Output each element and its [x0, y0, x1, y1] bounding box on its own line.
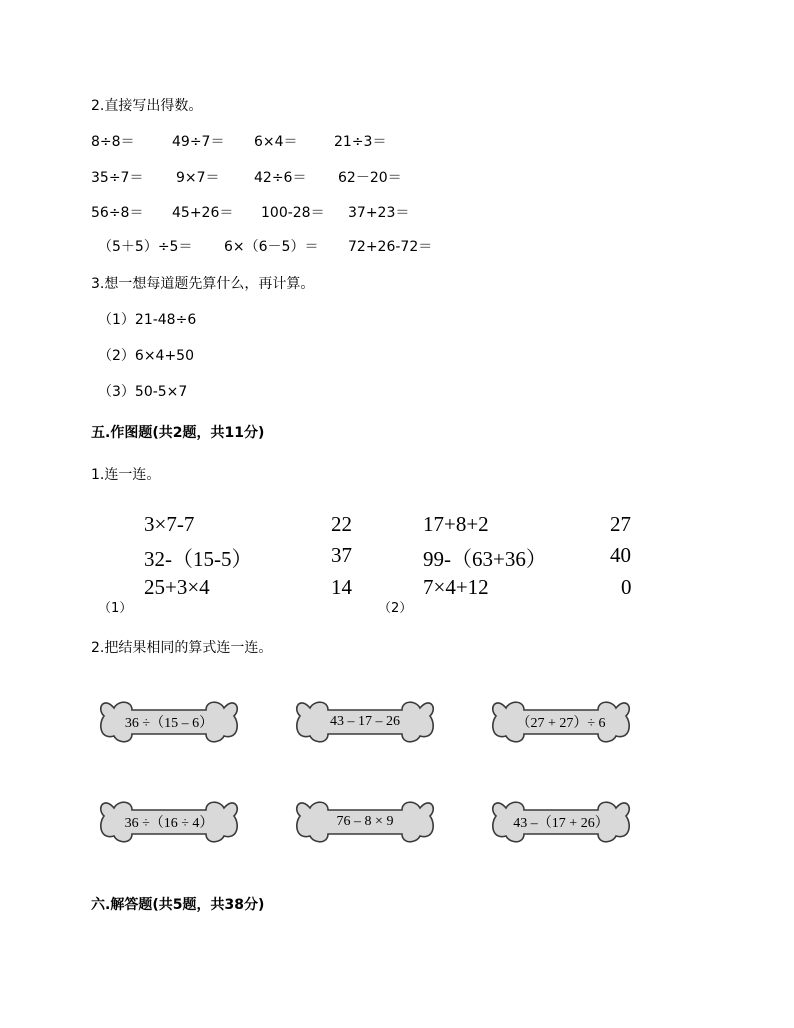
q3-item: （2）6×4+50 — [98, 348, 194, 364]
calc-item: 37+23＝ — [348, 205, 410, 221]
bone-card[interactable] — [98, 794, 240, 850]
bone-card[interactable] — [490, 694, 632, 750]
calc-item: 6×4＝ — [254, 134, 298, 150]
calc-item: （5＋5）÷5＝ — [98, 239, 193, 255]
match-answer: 37 — [331, 543, 352, 567]
calc-item: 72+26-72＝ — [348, 239, 433, 255]
match-answer: 40 — [610, 543, 631, 567]
calc-item: 62－20＝ — [338, 170, 402, 186]
bone-expression: 43 – 17 – 26 — [330, 714, 400, 729]
calc-item: 45+26＝ — [172, 205, 234, 221]
section6-heading: 六.解答题(共5题，共38分) — [91, 897, 265, 913]
bone-expression: 43 –（17 + 26） — [513, 816, 609, 831]
match-answer: 22 — [331, 512, 352, 536]
match-expr: 7×4+12 — [423, 575, 489, 599]
calc-item: 21÷3＝ — [334, 134, 387, 150]
bone-expression: （27 + 27）÷ 6 — [516, 716, 606, 731]
calc-item: 35÷7＝ — [91, 170, 144, 186]
section5-heading: 五.作图题(共2题，共11分) — [91, 425, 265, 441]
calc-item: 6×（6－5）＝ — [224, 239, 319, 255]
bone-card[interactable] — [490, 794, 632, 850]
s5-q2-title: 2.把结果相同的算式连一连。 — [91, 640, 273, 656]
bone-card[interactable] — [294, 794, 436, 850]
part-label: （1） — [98, 601, 133, 616]
q2-title: 2.直接写出得数。 — [91, 98, 203, 114]
s5-q1-title: 1.连一连。 — [91, 467, 161, 483]
match-expr: 3×7-7 — [144, 512, 195, 536]
calc-item: 56÷8＝ — [91, 205, 144, 221]
match-answer: 27 — [610, 512, 631, 536]
part-label: （2） — [378, 601, 413, 616]
calc-item: 9×7＝ — [176, 170, 220, 186]
q3-item: （3）50-5×7 — [98, 384, 188, 400]
q3-item: （1）21-48÷6 — [98, 312, 197, 328]
calc-item: 49÷7＝ — [172, 134, 225, 150]
match-expr: 99-（63+36） — [423, 547, 547, 571]
match-answer: 14 — [331, 575, 352, 599]
calc-item: 8÷8＝ — [91, 134, 135, 150]
match-answer: 0 — [621, 575, 632, 599]
bone-expression: 36 ÷（16 ÷ 4） — [124, 816, 214, 831]
match-expr: 32-（15-5） — [144, 547, 253, 571]
match-expr: 25+3×4 — [144, 575, 210, 599]
bone-card[interactable] — [294, 694, 436, 750]
bone-card[interactable] — [98, 694, 240, 750]
q3-title: 3.想一想每道题先算什么，再计算。 — [91, 276, 315, 292]
bone-expression: 36 ÷（15 – 6） — [124, 716, 214, 731]
match-expr: 17+8+2 — [423, 512, 489, 536]
calc-item: 42÷6＝ — [254, 170, 307, 186]
calc-item: 100-28＝ — [261, 205, 325, 221]
bone-expression: 76 – 8 × 9 — [336, 814, 394, 829]
